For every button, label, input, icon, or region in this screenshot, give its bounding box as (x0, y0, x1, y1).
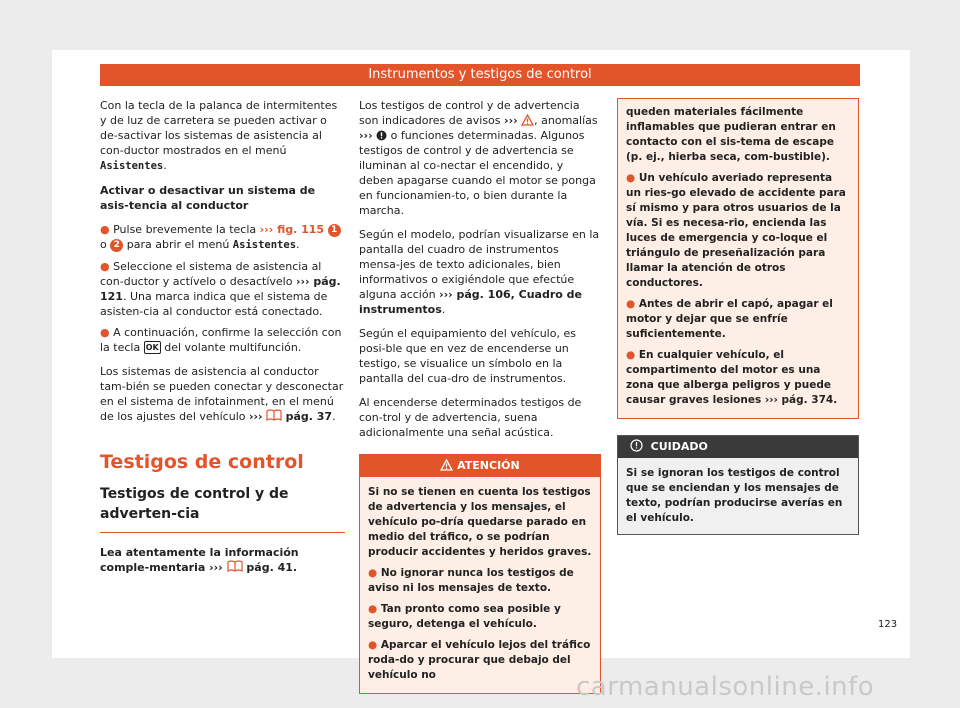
column-right (617, 98, 859, 535)
warning-header: ATENCIÓN (360, 455, 600, 477)
figure-reference-link[interactable]: ››› fig. 115 (259, 223, 325, 236)
warning-bullet: ● No ignorar nunca los testigos de aviso ni los mensajes de texto. (368, 567, 574, 594)
warning-bullet: ● En cualquier vehículo, el compartimento del motor es una zona que alberga peligros y puede causar graves lesiones ››› pág. 374. (626, 349, 838, 406)
page-reference-link[interactable]: pág. 37 (285, 410, 333, 423)
book-reference-icon (266, 409, 282, 422)
bullet-icon: ● (368, 567, 378, 579)
menu-name: Asistentes (232, 239, 297, 251)
paragraph: Según el equipamiento del vehículo, es posi-ble que en vez de encenderse un testigo, se visualice un símbolo en la pantalla del cua-dro de instrumentos. (359, 327, 576, 385)
intro-paragraph: Con la tecla de la palanca de intermitentes y de luz de carretera se pueden activar o de-sactivar los sistemas de asistencia al con-ductor mostrados en el menú Asistentes. (100, 99, 338, 172)
paragraph: Los testigos de control y de advertencia son indicadores de avisos ››› , anomalías ››› o funciones determinadas. Algunos testigos de control y de advertencia se iluminan al co-nectar el encendido, y deben apagarse cuando el motor se ponga en funcionamien-to, o bien durante la marcha. (359, 99, 598, 217)
bullet-item: ● Seleccione el sistema de asistencia al con-ductor y actívelo o desactívelo ››› pág. 121. Una marca indica que el sistema de asisten-cia al conductor está conectado. (100, 260, 341, 318)
bullet-item: ● A continuación, confirme la selección con la tecla OK del volante multifunción. (100, 326, 342, 354)
warning-box-continued: queden materiales fácilmente inflamables que pudieran entrar en contacto con el sis-tema de escape (p. ej., hierba seca, com-bustible). ● Un vehículo averiado representa un ries-go elevado de accidente para sí mismo y para otros usuarios de la vía. Si es necesa-rio, encienda las luces de emergencia y co-loque el triángulo de preseñalización para llamar la atención de otros conductores. ● Antes de abrir el capó, apagar el motor y dejar que se enfríe suficientemente. ● En cualquier vehículo, el compartimento del motor es una zona que alberga peligros y puede causar graves lesiones ››› pág. 374. (617, 98, 859, 419)
column-left (100, 98, 345, 584)
info-circle-icon (376, 130, 387, 141)
paragraph: Al encenderse determinados testigos de con-trol y de advertencia, suena adicionalmente una señal acústica. (359, 396, 582, 439)
note-paragraph: Lea atentamente la información comple-mentaria ››› pág. 41. (100, 546, 299, 574)
caution-body: Si se ignoran los testigos de control que se enciendan y los mensajes de texto, podrían producirse averías en el vehículo. (618, 458, 858, 534)
bullet-icon: ● (368, 603, 378, 615)
callout-number: 1 (328, 224, 341, 237)
caution-info-icon (630, 439, 643, 452)
book-reference-icon (227, 560, 243, 573)
bullet-icon: ● (626, 298, 636, 310)
warning-triangle-icon (521, 114, 534, 126)
subheading-activate: Activar o desactivar un sistema de asis-tencia al conductor (100, 184, 316, 212)
column-middle (359, 98, 601, 694)
bullet-icon: ● (100, 326, 110, 339)
page-header: Instrumentos y testigos de control (100, 64, 860, 86)
warning-bullet: ● Aparcar el vehículo lejos del tráfico roda-do y procurar que debajo del vehículo no (368, 639, 591, 681)
menu-name: Asistentes (100, 160, 164, 172)
caution-header: CUIDADO (618, 436, 858, 458)
bullet-icon: ● (100, 223, 110, 236)
section-title: Testigos de control (100, 451, 304, 473)
page-reference-link[interactable]: ››› pág. 374. (764, 394, 838, 406)
page-reference-link[interactable]: ››› pág. 121 (100, 275, 341, 303)
page-number: 123 (878, 619, 898, 630)
page-reference-link[interactable]: pág. 41 (246, 561, 293, 574)
callout-number: 2 (110, 239, 123, 252)
warning-body: Si no se tienen en cuenta los testigos de advertencia y los mensajes, el vehículo po-dría quedarse parado en medio del tráfico, o se podrían producir accidentes y heridos graves. ● No ignorar nunca los testigos de aviso ni los mensajes de texto. ● Tan pronto como sea posible y seguro, detenga el vehículo. ● Aparcar el vehículo lejos del tráfico roda-do y procurar que debajo del vehículo no (360, 477, 600, 693)
ok-key-icon: OK (145, 343, 159, 352)
bullet-icon: ● (368, 639, 378, 651)
bullet-icon: ● (626, 172, 636, 184)
warning-bullet: ● Tan pronto como sea posible y seguro, detenga el vehículo. (368, 603, 561, 630)
infotainment-paragraph: Los sistemas de asistencia al conductor tam-bién se pueden conectar y desconectar en el sistema de infotainment, en el menú de los ajustes del vehículo ››› pág. 37. (100, 365, 344, 423)
warning-box (359, 454, 601, 694)
page-reference-link[interactable]: ››› pág. 106, Cuadro de instrumentos (359, 288, 582, 316)
caution-box (617, 435, 859, 535)
watermark-logo: carmanualsonline.info (576, 672, 875, 702)
paragraph: Según el modelo, podrían visualizarse en la pantalla del cuadro de instrumentos mensa-jes de texto adicionales, bien informativos o exigiéndole que efectúe alguna acción ››› pág. 106, Cuadro de instrumentos. (359, 228, 600, 316)
bullet-icon: ● (100, 260, 110, 273)
subsection-title: Testigos de control y de adverten-cia (100, 484, 345, 533)
bullet-item: ● Pulse brevemente la tecla ››› fig. 115 1 o 2 para abrir el menú Asistentes. (100, 222, 345, 253)
bullet-icon: ● (626, 349, 636, 361)
warning-triangle-icon (440, 459, 453, 471)
warning-bullet: ● Antes de abrir el capó, apagar el motor y dejar que se enfríe suficientemente. (626, 298, 833, 340)
warning-bullet: ● Un vehículo averiado representa un ries-go elevado de accidente para sí mismo y para otros usuarios de la vía. Si es necesa-rio, encienda las luces de emergencia y co-loque el triángulo de preseñalización para llamar la atención de otros conductores. (626, 172, 846, 289)
